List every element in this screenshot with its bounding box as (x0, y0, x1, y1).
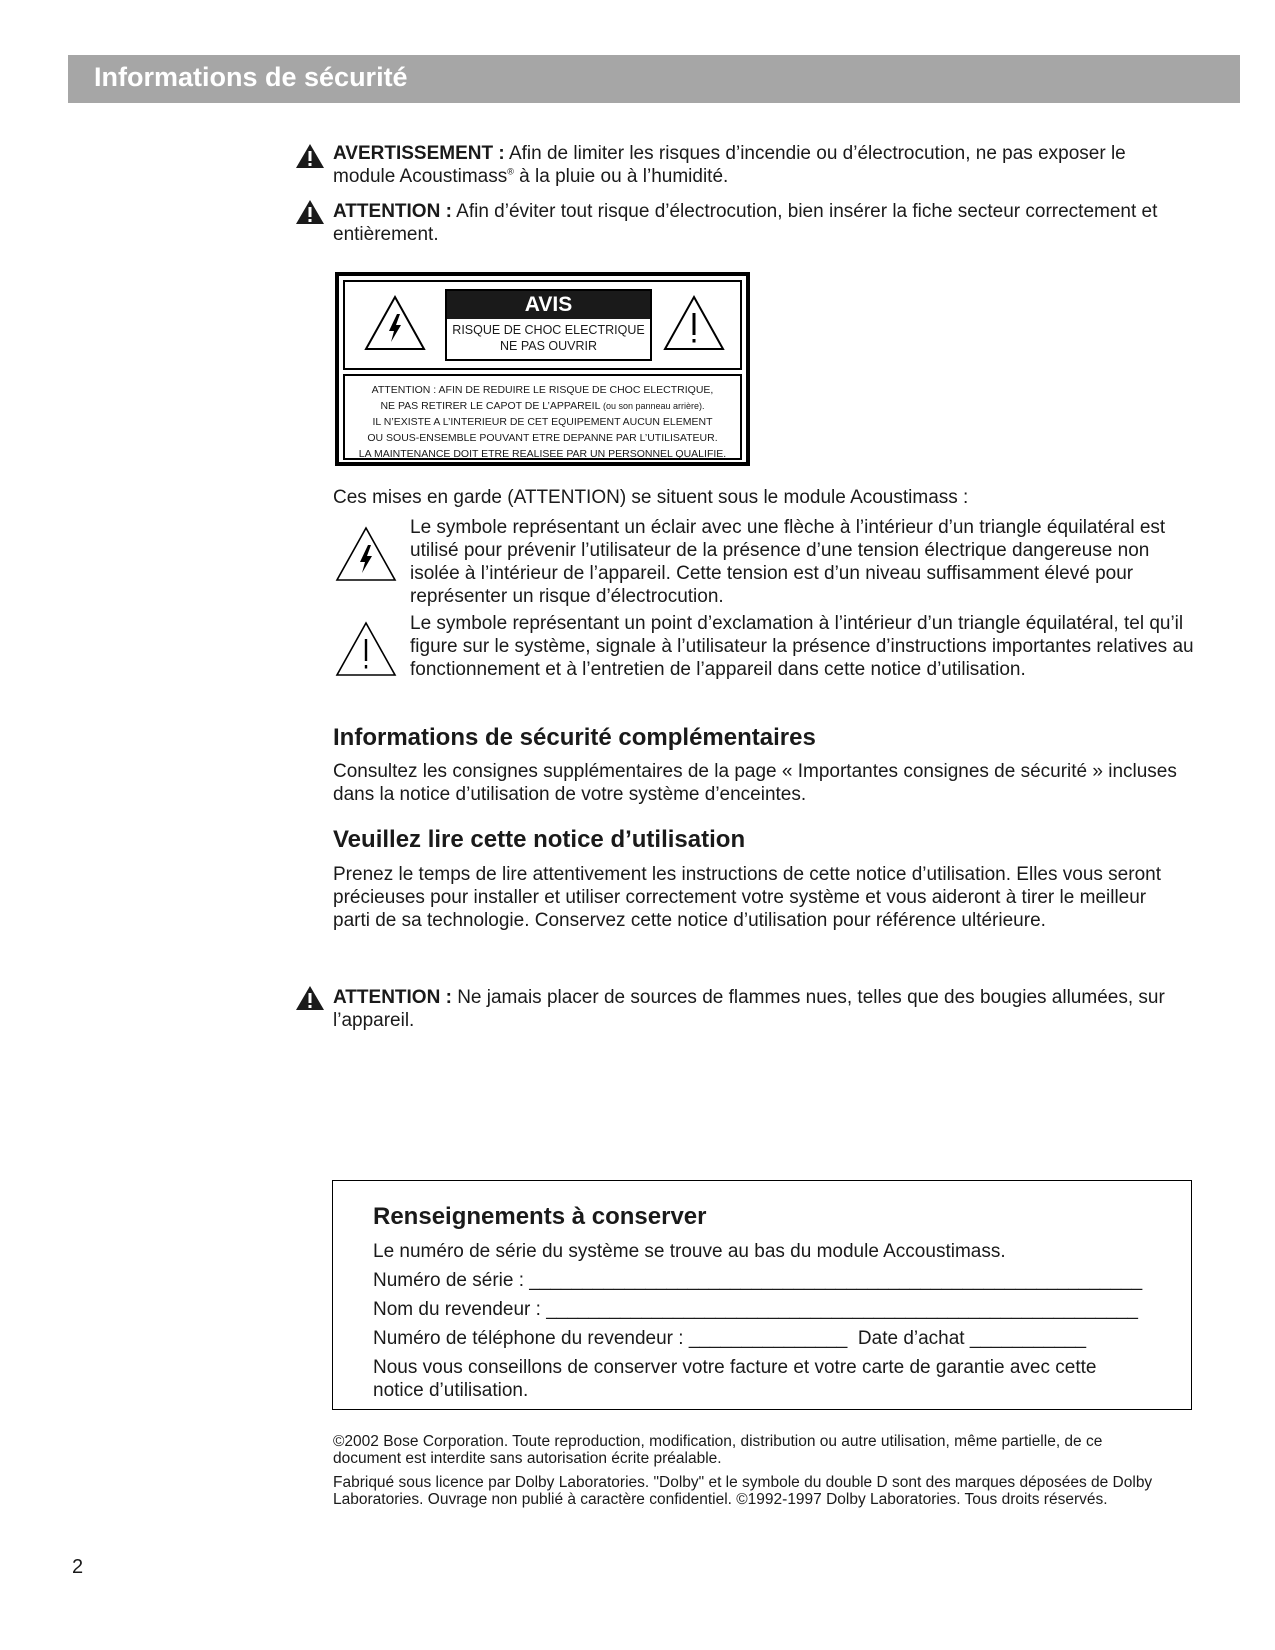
avis-line-note: (ou son panneau arrière). (602, 401, 705, 411)
avertissement-paragraph (333, 142, 1178, 188)
record-advice-text: Nous vous conseillons de conserver votre facture et votre carte de garantie avec cette notice d’utilisation. (373, 1357, 1097, 1401)
attention-label: ATTENTION : (333, 201, 452, 222)
attention-paragraph (333, 200, 1178, 246)
avis-warning-label (335, 272, 750, 466)
warning-triangle-icon (295, 143, 325, 169)
avis-line (345, 398, 740, 414)
read-notice-text: Prenez le temps de lire attentivement les instructions de cette notice d’utilisation. Elles vous seront précieuses pour installer et utiliser correctement votre système et vous aideront à tirer le meilleur parti de sa technologie. Conservez cette notice d’utilisation pour référence ultérieure. (333, 864, 1161, 931)
avis-center-box (445, 289, 652, 361)
avis-subtitle-line: RISQUE DE CHOC ELECTRIQUE (452, 323, 645, 337)
dealer-name-line[interactable]: ________________________________________________________ (546, 1299, 1138, 1320)
serial-number-label: Numéro de série : (373, 1270, 530, 1291)
dealer-name-field[interactable] (373, 1298, 1138, 1321)
serial-number-line[interactable]: __________________________________________________________ (529, 1270, 1143, 1291)
avertissement-text: Afin de limiter les risques d’incendie ou d’électrocution, ne pas exposer le module Acoustimass (333, 143, 1126, 187)
attention-text: Afin d’éviter tout risque d’électrocution, bien insérer la fiche secteur correctement et entièrement. (333, 201, 1158, 245)
page-title: Informations de sécurité (94, 62, 408, 92)
warning-triangle-icon (295, 199, 325, 225)
avis-subtitle (447, 322, 650, 354)
record-title: Renseignements à conserver (373, 1203, 707, 1230)
exclamation-triangle-icon (334, 620, 398, 678)
warning-triangle-icon (295, 985, 325, 1011)
dealer-phone-line[interactable]: _______________ (688, 1328, 848, 1349)
purchase-date-label: Date d’achat (847, 1328, 970, 1349)
avertissement-text-end: à la pluie ou à l’humidité. (513, 166, 729, 187)
page-number: 2 (72, 1556, 84, 1578)
complementary-title: Informations de sécurité complémentaires (333, 724, 816, 751)
registered-mark: ® (507, 166, 514, 177)
lightning-symbol-text: Le symbole représentant un éclair avec une flèche à l’intérieur d’un triangle équilatéral est utilisé pour prévenir l’utilisateur de la présence d’une tension électrique dangereuse non isolée à l’intérieur de l’appareil. Cette tension est d’un niveau suffisamment élevé pour représenter un risque d’électrocution. (410, 517, 1166, 607)
avertissement-label: AVERTISSEMENT : (333, 143, 505, 164)
exclamation-triangle-icon (662, 294, 726, 352)
avis-line: LA MAINTENANCE DOIT ETRE REALISEE PAR UN PERSONNEL QUALIFIE. (358, 448, 727, 460)
copyright-notice: ©2002 Bose Corporation. Toute reproduction, modification, distribution ou autre utilisation, même partielle, de ce document est interdite sans autorisation écrite préalable. (333, 1433, 1103, 1467)
avis-line: ATTENTION : AFIN DE REDUIRE LE RISQUE DE CHOC ELECTRIQUE, (371, 384, 714, 396)
symbols-intro: Ces mises en garde (ATTENTION) se situent sous le module Acoustimass : (333, 487, 969, 508)
purchase-date-line[interactable]: ___________ (969, 1328, 1087, 1349)
flame-warning-paragraph (333, 986, 1178, 1032)
section-header (68, 55, 1240, 103)
dolby-notice: Fabriqué sous licence par Dolby Laboratories. "Dolby" et le symbole du double D sont des marques déposées de Dolby Laboratories. Ouvrage non publié à caractère confidentiel. ©1992-1997 Dolby Laboratories. Tous droits réservés. (333, 1474, 1153, 1508)
flame-warning-label: ATTENTION : (333, 987, 452, 1008)
dealer-phone-label: Numéro de téléphone du revendeur : (373, 1328, 689, 1349)
dealer-phone-field[interactable] (373, 1327, 1086, 1350)
complementary-text: Consultez les consignes supplémentaires de la page « Importantes consignes de sécurité » incluses dans la notice d’utilisation de votre système d’enceintes. (333, 761, 1177, 805)
avis-line: IL N’EXISTE A L’INTERIEUR DE CET EQUIPEMENT AUCUN ELEMENT (372, 416, 713, 428)
flame-warning-text: Ne jamais placer de sources de flammes nues, telles que des bougies allumées, sur l’appareil. (333, 987, 1165, 1031)
avis-top-panel (343, 280, 742, 370)
avis-line: OU SOUS-ENSEMBLE POUVANT ETRE DEPANNE PAR L’UTILISATEUR. (367, 432, 718, 444)
avis-line-part: NE PAS RETIRER LE CAPOT DE L’APPAREIL (380, 400, 603, 412)
lightning-triangle-icon (363, 294, 427, 352)
lightning-triangle-icon (334, 525, 398, 583)
exclamation-symbol-text: Le symbole représentant un point d’exclamation à l’intérieur d’un triangle équilatéral, tel qu’il figure sur le système, signale à l’utilisateur la présence d’instructions importantes relatives au fonctionnement et à l’entretien de l’appareil dans cette notice d’utilisation. (410, 613, 1194, 680)
serial-location-text: Le numéro de série du système se trouve au bas du module Accoustimass. (373, 1241, 1006, 1262)
avis-subtitle-line: NE PAS OUVRIR (499, 339, 597, 353)
record-info-box (332, 1180, 1192, 1410)
serial-number-field[interactable] (373, 1269, 1142, 1292)
avis-bottom-panel (343, 374, 742, 460)
dealer-name-label: Nom du revendeur : (373, 1299, 547, 1320)
avis-title: AVIS (447, 291, 650, 319)
read-notice-title: Veuillez lire cette notice d’utilisation (333, 826, 746, 853)
